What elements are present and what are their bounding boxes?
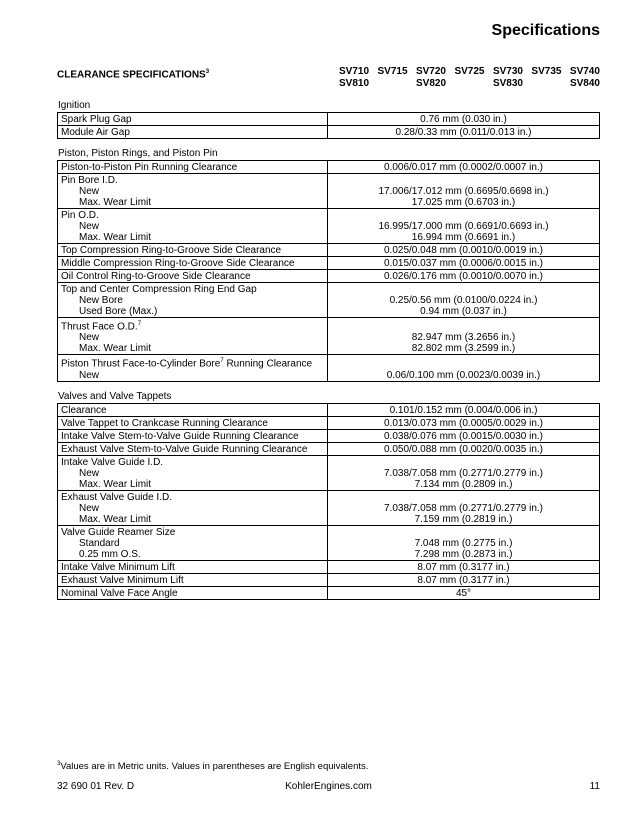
table-row bbox=[58, 573, 600, 586]
spec-value: 7.159 mm (0.2819 in.) bbox=[414, 513, 513, 525]
spec-label: Intake Valve Minimum Lift bbox=[61, 561, 175, 573]
footnote: $^3$Values are in Metric units. Values in parentheses are English equivalents. bbox=[57, 761, 369, 773]
spec-label: Valve Guide Reamer Size bbox=[61, 526, 176, 538]
spec-sublabel: Max. Wear Limit bbox=[79, 513, 152, 525]
spec-value-cell bbox=[328, 455, 600, 490]
spec-sublabel: Used Bore (Max.) bbox=[79, 306, 158, 317]
spec-label-cell bbox=[58, 270, 328, 283]
spec-label: Clearance bbox=[61, 404, 107, 416]
spec-label: Piston-to-Piston Pin Running Clearance bbox=[61, 162, 238, 173]
spec-value-cell bbox=[328, 113, 600, 126]
spec-value: 7.048 mm (0.2775 in.) bbox=[414, 537, 513, 549]
spec-value-cell bbox=[328, 403, 600, 416]
spec-value: 0.94 mm (0.037 in.) bbox=[420, 306, 507, 317]
spec-value: 0.038/0.076 mm (0.0015/0.0030 in.) bbox=[384, 430, 543, 442]
spec-value: 8.07 mm (0.3177 in.) bbox=[417, 574, 510, 586]
section-title: CLEARANCE SPECIFICATIONS$^3$ bbox=[57, 69, 210, 81]
page-title: Specifications bbox=[491, 22, 600, 39]
spec-value-cell bbox=[328, 318, 600, 355]
spec-label-cell bbox=[58, 174, 328, 209]
website-link[interactable]: KohlerEngines.com bbox=[285, 781, 372, 792]
spec-value: 0.050/0.088 mm (0.0020/0.0035 in.) bbox=[384, 443, 543, 455]
spec-label-cell bbox=[58, 429, 328, 442]
spec-value: 0.76 mm (0.030 in.) bbox=[420, 114, 507, 125]
table-row bbox=[58, 318, 600, 355]
spec-sublabel: Max. Wear Limit bbox=[79, 343, 152, 355]
group-title: Piston, Piston Rings, and Piston Pin bbox=[58, 148, 218, 159]
spec-label: Intake Valve Guide I.D. bbox=[61, 456, 164, 468]
spec-sublabel: New bbox=[79, 332, 100, 344]
spec-value: 17.006/17.012 mm (0.6695/0.6698 in.) bbox=[378, 186, 549, 197]
spec-label-cell bbox=[58, 318, 328, 355]
spec-label-cell bbox=[58, 209, 328, 244]
table-row bbox=[58, 174, 600, 209]
document-number: 32 690 01 Rev. D bbox=[57, 781, 135, 792]
spec-sublabel: New bbox=[79, 502, 100, 514]
table-row bbox=[58, 283, 600, 318]
spec-value-cell bbox=[328, 560, 600, 573]
spec-label-cell bbox=[58, 442, 328, 455]
spec-table bbox=[57, 403, 600, 600]
spec-label-cell bbox=[58, 586, 328, 599]
spec-label: Middle Compression Ring-to-Groove Side Clearance bbox=[61, 258, 295, 269]
spec-value: 0.026/0.176 mm (0.0010/0.0070 in.) bbox=[384, 271, 543, 282]
group-title: Ignition bbox=[58, 100, 91, 111]
spec-table bbox=[57, 112, 600, 139]
spec-value: 0.25/0.56 mm (0.0100/0.0224 in.) bbox=[389, 295, 538, 306]
table-row bbox=[58, 429, 600, 442]
model-label: SV740 bbox=[569, 66, 600, 77]
table-row bbox=[58, 355, 600, 381]
model-label: SV710 bbox=[339, 66, 370, 77]
table-row bbox=[58, 126, 600, 139]
model-list-line-1 bbox=[339, 66, 600, 78]
spec-value-cell bbox=[328, 244, 600, 257]
spec-label: Exhaust Valve Stem-to-Valve Guide Running Clearance bbox=[61, 443, 308, 455]
spec-label: Spark Plug Gap bbox=[61, 114, 132, 125]
spec-sublabel: Max. Wear Limit bbox=[79, 232, 152, 243]
spec-sublabel: New Bore bbox=[79, 295, 123, 306]
spec-label: Top Compression Ring-to-Groove Side Clearance bbox=[61, 245, 282, 256]
spec-value: 0.013/0.073 mm (0.0005/0.0029 in.) bbox=[384, 417, 543, 429]
spec-label-cell bbox=[58, 490, 328, 525]
spec-label-cell bbox=[58, 416, 328, 429]
spec-value: 16.995/17.000 mm (0.6691/0.6693 in.) bbox=[378, 221, 549, 232]
spec-value-cell bbox=[328, 355, 600, 381]
model-label: SV840 bbox=[569, 78, 600, 89]
spec-value: 7.298 mm (0.2873 in.) bbox=[414, 548, 513, 560]
specifications-content bbox=[57, 99, 600, 600]
model-label: SV735 bbox=[531, 66, 562, 77]
table-row bbox=[58, 270, 600, 283]
table-row bbox=[58, 490, 600, 525]
spec-value-cell bbox=[328, 416, 600, 429]
spec-value: 7.038/7.058 mm (0.2771/0.2779 in.) bbox=[384, 502, 543, 514]
spec-label: Piston Thrust Face-to-Cylinder Bore bbox=[61, 358, 221, 370]
spec-value-cell bbox=[328, 490, 600, 525]
spec-label-cell bbox=[58, 257, 328, 270]
spec-label-cell bbox=[58, 455, 328, 490]
table-row bbox=[58, 455, 600, 490]
spec-value: 17.025 mm (0.6703 in.) bbox=[411, 197, 516, 208]
model-label: SV830 bbox=[492, 78, 523, 89]
page-number: 11 bbox=[589, 781, 600, 792]
spec-sublabel: 0.25 mm O.S. bbox=[79, 548, 141, 560]
table-row bbox=[58, 403, 600, 416]
model-label: SV810 bbox=[339, 78, 370, 89]
spec-label-cell bbox=[58, 573, 328, 586]
spec-label: Oil Control Ring-to-Groove Side Clearance bbox=[61, 271, 251, 282]
spec-sublabel: New bbox=[79, 186, 100, 197]
spec-label-cell bbox=[58, 113, 328, 126]
spec-label: Pin O.D. bbox=[61, 210, 99, 221]
spec-label-cell bbox=[58, 525, 328, 560]
section-heading-row bbox=[57, 66, 600, 94]
spec-value: 0.015/0.037 mm (0.0006/0.0015 in.) bbox=[384, 258, 543, 269]
spec-sublabel: Max. Wear Limit bbox=[79, 478, 152, 490]
spec-label: Top and Center Compression Ring End Gap bbox=[61, 284, 257, 295]
spec-value-cell bbox=[328, 174, 600, 209]
spec-value: 0.025/0.048 mm (0.0010/0.0019 in.) bbox=[384, 245, 543, 256]
table-row bbox=[58, 560, 600, 573]
spec-label-cell bbox=[58, 283, 328, 318]
table-row bbox=[58, 416, 600, 429]
spec-value: 7.038/7.058 mm (0.2771/0.2779 in.) bbox=[384, 467, 543, 479]
footnote-ref: 7 bbox=[137, 321, 142, 327]
spec-label: Module Air Gap bbox=[61, 127, 130, 138]
table-row bbox=[58, 161, 600, 174]
model-list bbox=[339, 66, 600, 90]
spec-value: 0.101/0.152 mm (0.004/0.006 in.) bbox=[389, 404, 538, 416]
spec-label-continued: Running Clearance bbox=[223, 358, 313, 370]
spec-value: 82.947 mm (3.2656 in.) bbox=[411, 332, 516, 344]
spec-label: Nominal Valve Face Angle bbox=[61, 587, 178, 599]
spec-label: Exhaust Valve Minimum Lift bbox=[61, 574, 184, 586]
model-label: SV720 bbox=[415, 66, 446, 77]
spec-label-cell bbox=[58, 560, 328, 573]
spec-value-cell bbox=[328, 257, 600, 270]
spec-value: 0.006/0.017 mm (0.0002/0.0007 in.) bbox=[384, 162, 543, 173]
table-row bbox=[58, 209, 600, 244]
spec-label: Exhaust Valve Guide I.D. bbox=[61, 491, 172, 503]
spec-value-cell bbox=[328, 161, 600, 174]
spec-sublabel: New bbox=[79, 221, 100, 232]
spec-label-cell bbox=[58, 161, 328, 174]
spec-label-cell bbox=[58, 403, 328, 416]
table-row bbox=[58, 525, 600, 560]
spec-value: 7.134 mm (0.2809 in.) bbox=[414, 478, 513, 490]
spec-value-cell bbox=[328, 442, 600, 455]
model-label: SV820 bbox=[415, 78, 447, 89]
spec-value: 8.07 mm (0.3177 in.) bbox=[417, 561, 510, 573]
table-row bbox=[58, 257, 600, 270]
model-list-line-2 bbox=[339, 78, 600, 90]
footnote-ref: 7 bbox=[220, 358, 224, 365]
spec-label-cell bbox=[58, 355, 328, 381]
spec-label-cell bbox=[58, 126, 328, 139]
spec-sublabel: Max. Wear Limit bbox=[79, 197, 152, 208]
group-title: Valves and Valve Tappets bbox=[58, 390, 172, 402]
spec-label: Pin Bore I.D. bbox=[61, 175, 118, 186]
spec-label-cell bbox=[58, 244, 328, 257]
spec-label: Thrust Face O.D. bbox=[61, 321, 138, 333]
table-row bbox=[58, 113, 600, 126]
spec-label: Valve Tappet to Crankcase Running Clearance bbox=[61, 417, 268, 429]
table-row bbox=[58, 586, 600, 599]
model-label: SV725 bbox=[454, 66, 485, 77]
spec-value: 82.802 mm (3.2599 in.) bbox=[411, 343, 516, 355]
spec-sublabel: New bbox=[79, 369, 100, 381]
model-label: SV715 bbox=[377, 66, 408, 77]
table-row bbox=[58, 442, 600, 455]
spec-value-cell bbox=[328, 283, 600, 318]
spec-value-cell bbox=[328, 270, 600, 283]
spec-value-cell bbox=[328, 209, 600, 244]
spec-sublabel: Standard bbox=[79, 537, 120, 549]
spec-value: 0.06/0.100 mm (0.0023/0.0039 in.) bbox=[386, 369, 541, 381]
spec-sublabel: New bbox=[79, 467, 100, 479]
spec-value-cell bbox=[328, 525, 600, 560]
page-footer bbox=[57, 781, 600, 795]
spec-value-cell bbox=[328, 586, 600, 599]
model-label: SV730 bbox=[492, 66, 523, 77]
table-row bbox=[58, 244, 600, 257]
spec-value: 16.994 mm (0.6691 in.) bbox=[411, 232, 516, 243]
spec-value: 45° bbox=[455, 587, 472, 599]
spec-value: 0.28/0.33 mm (0.011/0.013 in.) bbox=[395, 127, 532, 138]
spec-value-cell bbox=[328, 573, 600, 586]
spec-table bbox=[57, 160, 600, 382]
spec-value-cell bbox=[328, 126, 600, 139]
spec-value-cell bbox=[328, 429, 600, 442]
spec-label: Intake Valve Stem-to-Valve Guide Running Clearance bbox=[61, 430, 299, 442]
